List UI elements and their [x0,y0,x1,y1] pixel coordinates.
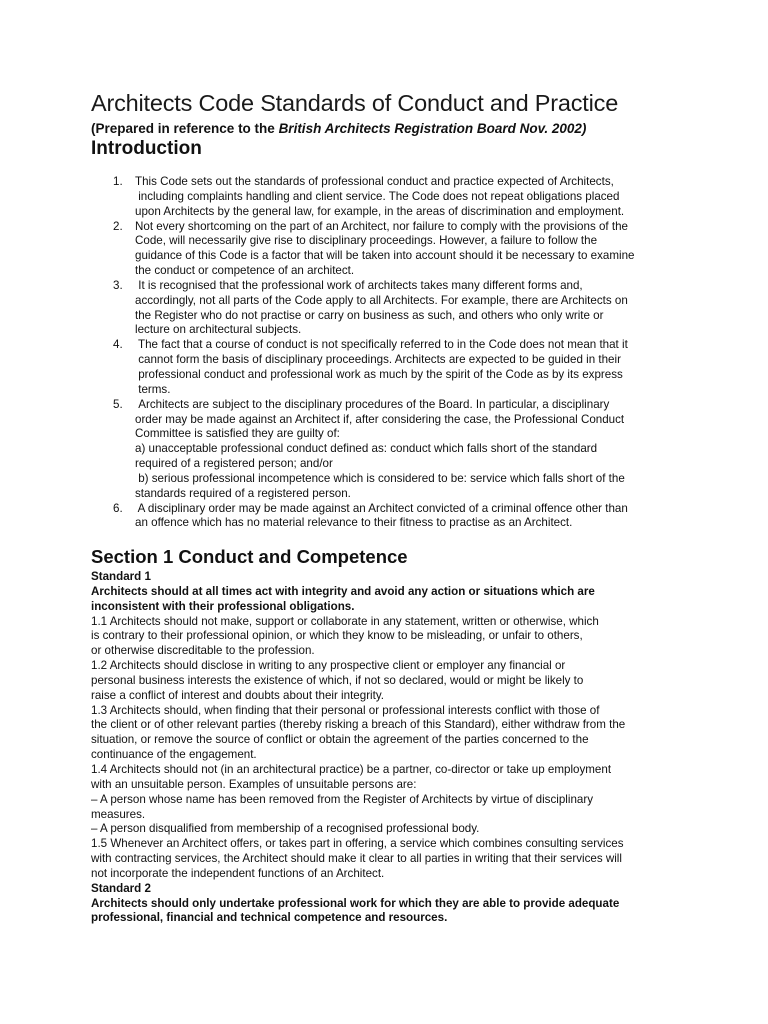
body-line: 1.1 Architects should not make, support or collaborate in any statement, written or otherwise, which [91,614,599,628]
intro-line: A disciplinary order may be made against an Architect convicted of a criminal offence other than [135,501,628,515]
body-line: with contracting services, the Architect should make it clear to all parties in writing that their services will [91,852,622,866]
body-line: personal business interests the existence of which, if not so declared, would or might be likely to [91,673,584,687]
introduction-heading: Introduction [91,138,202,159]
body-line: – A person disqualified from membership of a recognised professional body. [91,822,480,836]
intro-line: the Register who do not practise or carry on business as such, and others who only write or [135,308,604,322]
intro-item-6 [91,502,681,532]
introduction-list [91,175,681,531]
intro-item-number: 3. [113,278,123,292]
body-line: 1.2 Architects should disclose in writing to any prospective client or employer any financial or [91,659,566,673]
intro-line: professional conduct and professional work as much by the spirit of the Code as by its express [135,367,623,381]
body-line: the client or of other relevant parties (thereby risking a breach of this Standard), either withdraw from the [91,718,626,732]
subtitle-source: British Architects Registration Board Nov. 2002) [278,121,587,136]
intro-line: guidance of this Code is a factor that will be taken into account should it be necessary to examine [135,249,635,263]
body-line: 1.4 Architects should not (in an architectural practice) be a partner, co-director or take up employment [91,762,612,776]
standard-2-statement-line: professional, financial and technical competence and resources. [91,911,448,925]
intro-line: The fact that a course of conduct is not specifically referred to in the Code does not mean that it [135,338,628,352]
document-title: Architects Code Standards of Conduct and Practice [91,90,619,116]
intro-line: an offence which has no material relevance to their fitness to practise as an Architect. [135,516,573,530]
intro-item-3 [91,279,681,338]
intro-line: cannot form the basis of disciplinary proceedings. Architects are expected to be guided in their [135,353,621,367]
intro-line: Not every shortcoming on the part of an Architect, nor failure to comply with the provisions of the [135,219,628,233]
intro-item-1 [91,175,681,220]
intro-line: a) unacceptable professional conduct defined as: conduct which falls short of the standard [135,442,598,456]
body-line: or otherwise discreditable to the profession. [91,644,315,658]
intro-line: including complaints handling and client service. The Code does not repeat obligations placed [135,189,620,203]
body-line: 1.3 Architects should, when finding that their personal or professional interests conflict with those of [91,703,600,717]
intro-item-2 [91,220,681,279]
intro-line: b) serious professional incompetence which is considered to be: service which falls short of the [135,471,625,485]
standard-1-statement-line: inconsistent with their professional obligations. [91,599,355,613]
body-line: raise a conflict of interest and doubts about their integrity. [91,688,385,702]
intro-item-number: 6. [113,501,123,515]
intro-line: accordingly, not all parts of the Code apply to all Architects. For example, there are Architects on [135,293,628,307]
body-line: continuance of the engagement. [91,748,257,762]
document-subtitle [91,121,586,136]
intro-item-number: 5. [113,397,123,411]
intro-line: order may be made against an Architect if, after considering the case, the Professional Conduct [135,412,625,426]
section-1-body [91,570,679,926]
intro-line: Code, will necessarily give rise to disciplinary proceedings. However, a failure to follow the [135,234,598,248]
intro-line: lecture on architectural subjects. [135,323,302,337]
body-line: measures. [91,807,146,821]
intro-line: upon Architects by the general law, for example, in the areas of discrimination and employment. [135,204,625,218]
intro-item-number: 4. [113,338,123,352]
intro-item-5 [91,398,681,502]
intro-item-number: 1. [113,175,123,188]
body-line: situation, or remove the source of conflict or obtain the agreement of the parties concerned to the [91,733,589,747]
subtitle-prefix: (Prepared in reference to the [91,121,279,136]
intro-line: required of a registered person; and/or [135,457,333,471]
standard-1-label: Standard 1 [91,570,151,583]
intro-line: the conduct or competence of an architect. [135,264,355,278]
body-line: is contrary to their professional opinion, or which they know to be misleading, or unfair to others, [91,629,583,643]
section-1-heading: Section 1 Conduct and Competence [91,546,408,567]
body-line: with an unsuitable person. Examples of unsuitable persons are: [91,777,417,791]
intro-line: standards required of a registered person. [135,486,351,500]
body-line: 1.5 Whenever an Architect offers, or takes part in offering, a service which combines consulting services [91,837,624,851]
intro-item-4 [91,338,681,397]
standard-2-label: Standard 2 [91,881,151,895]
body-line: – A person whose name has been removed from the Register of Architects by virtue of disciplinary [91,792,594,806]
intro-line: This Code sets out the standards of professional conduct and practice expected of Architects, [135,175,614,188]
intro-line: Committee is satisfied they are guilty of: [135,427,340,441]
intro-line: Architects are subject to the disciplinary procedures of the Board. In particular, a disciplinary [135,397,610,411]
intro-item-number: 2. [113,219,123,233]
intro-line: It is recognised that the professional work of architects takes many different forms and, [135,278,583,292]
body-line: not incorporate the independent functions of an Architect. [91,866,385,880]
intro-line: terms. [135,382,171,396]
standard-2-statement-line: Architects should only undertake professional work for which they are able to provide adequate [91,896,620,910]
standard-1-statement-line: Architects should at all times act with integrity and avoid any action or situations which are [91,584,595,598]
